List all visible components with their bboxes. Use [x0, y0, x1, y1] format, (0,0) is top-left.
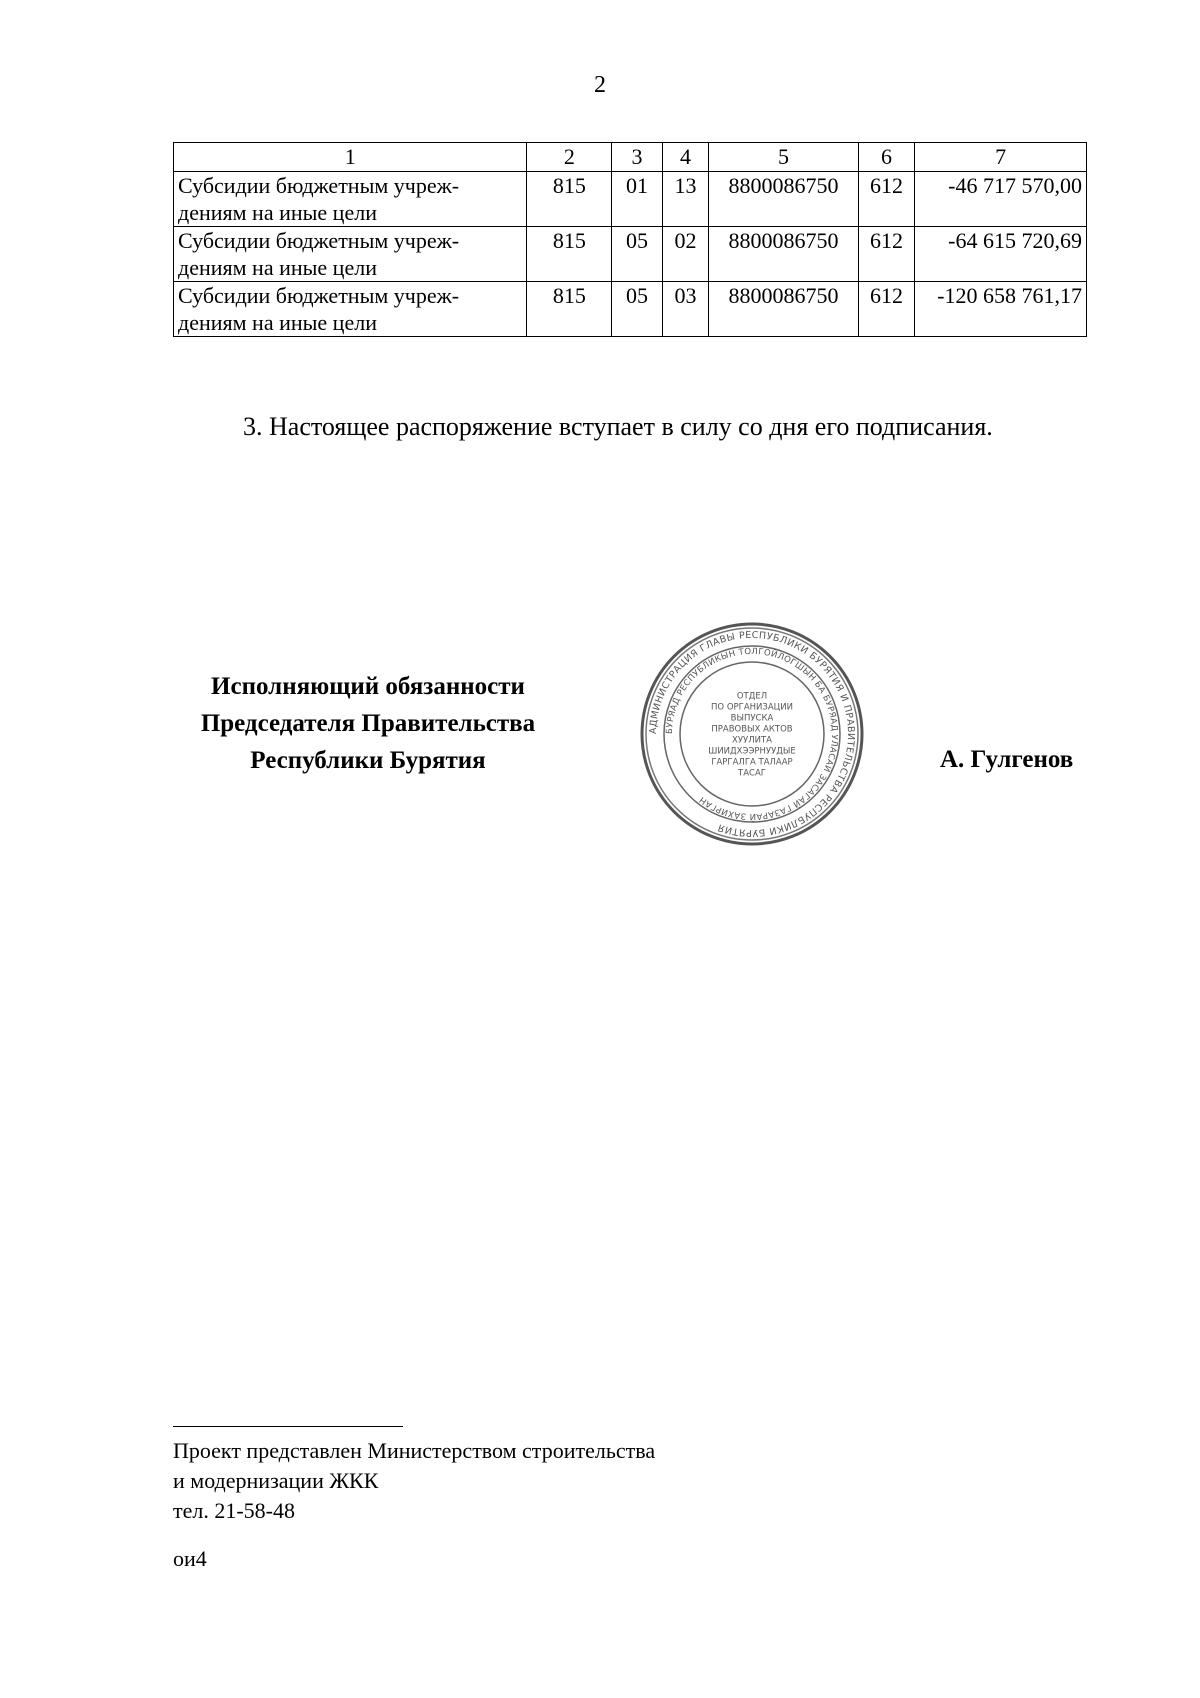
- expense-description: Субсидии бюджетным учреж- дениям на иные цели: [174, 227, 527, 282]
- expense-type-code: 612: [858, 227, 915, 282]
- signatory-title-line: Исполняющий обязанности: [211, 673, 525, 700]
- footer-line: и модернизации ЖКК: [173, 1468, 379, 1493]
- section-code: 05: [612, 282, 662, 337]
- svg-text:БУРЯАД РЕСПУБЛИКЫН ТОЛГОЙЛОГШЫ: БУРЯАД РЕСПУБЛИКЫН ТОЛГОЙЛОГШЫН БА БУРЯАД УЛАСАЙ ЗАСАГАЙ ГАЗАРАЙ ЗАХИРГАН: [664, 646, 840, 822]
- amount: -120 658 761,17: [915, 282, 1087, 337]
- target-article-code: 8800086750: [709, 282, 858, 337]
- amount: -46 717 570,00: [915, 172, 1087, 227]
- signatory-title-line: Председателя Правительства: [200, 710, 536, 737]
- document-code: ои4: [173, 1546, 207, 1571]
- header-cell: 5: [709, 143, 858, 172]
- table-row: [174, 172, 1087, 227]
- budget-table: [173, 142, 1087, 337]
- expense-description: Субсидии бюджетным учреж- дениям на иные цели: [174, 282, 527, 337]
- clause-paragraph: 3. Настоящее распоряжение вступает в силу со дня его подписания.: [243, 412, 993, 441]
- expense-type-code: 612: [858, 282, 915, 337]
- section-code: 01: [612, 172, 662, 227]
- expense-description: Субсидии бюджетным учреж- дениям на иные цели: [174, 172, 527, 227]
- footer: [173, 1436, 655, 1526]
- table-row: [174, 227, 1087, 282]
- target-article-code: 8800086750: [709, 227, 858, 282]
- header-cell: 2: [527, 143, 612, 172]
- amount: -64 615 720,69: [915, 227, 1087, 282]
- svg-text:ПРАВОВЫХ АКТОВ: ПРАВОВЫХ АКТОВ: [711, 724, 793, 735]
- subsection-code: 03: [662, 282, 708, 337]
- table-row: [174, 282, 1087, 337]
- subsection-code: 02: [662, 227, 708, 282]
- svg-text:ТАСАГ: ТАСАГ: [738, 768, 766, 779]
- footer-line: тел. 21-58-48: [173, 1498, 296, 1523]
- header-cell: 4: [662, 143, 708, 172]
- section-code: 05: [612, 227, 662, 282]
- signatory-title-line: Республики Бурятия: [250, 747, 486, 774]
- ministry-code: 815: [527, 282, 612, 337]
- signatory-name: А. Гулгенов: [940, 746, 1074, 773]
- header-cell: 7: [915, 143, 1087, 172]
- target-article-code: 8800086750: [709, 172, 858, 227]
- svg-text:АДМИНИСТРАЦИЯ ГЛАВЫ РЕСПУБЛИКИ: АДМИНИСТРАЦИЯ ГЛАВЫ РЕСПУБЛИКИ БУРЯТИЯ И ПРАВИТЕЛЬСТВА РЕСПУБЛИКИ БУРЯТИЯ: [647, 629, 857, 839]
- svg-text:ВЫПУСКА: ВЫПУСКА: [730, 713, 774, 724]
- header-cell: 1: [174, 143, 527, 172]
- footer-line: Проект представлен Министерством строительства: [173, 1438, 656, 1463]
- ministry-code: 815: [527, 227, 612, 282]
- header-cell: 3: [612, 143, 662, 172]
- official-seal: [638, 620, 866, 848]
- header-cell: 6: [858, 143, 915, 172]
- page-number: 2: [594, 72, 606, 98]
- table-header-row: [174, 143, 1087, 172]
- svg-text:ОТДЕЛ: ОТДЕЛ: [736, 691, 768, 702]
- signatory-title: [168, 668, 568, 779]
- svg-text:ХУУЛИТА: ХУУЛИТА: [732, 735, 772, 746]
- subsection-code: 13: [662, 172, 708, 227]
- svg-text:ШИИДХЭЭРНУУДЫЕ: ШИИДХЭЭРНУУДЫЕ: [708, 746, 796, 757]
- svg-text:ПО ОРГАНИЗАЦИИ: ПО ОРГАНИЗАЦИИ: [711, 702, 793, 713]
- svg-text:ГАРГАЛГА ТАЛААР: ГАРГАЛГА ТАЛААР: [711, 757, 793, 768]
- expense-type-code: 612: [858, 172, 915, 227]
- ministry-code: 815: [527, 172, 612, 227]
- footnote-divider: [173, 1426, 403, 1427]
